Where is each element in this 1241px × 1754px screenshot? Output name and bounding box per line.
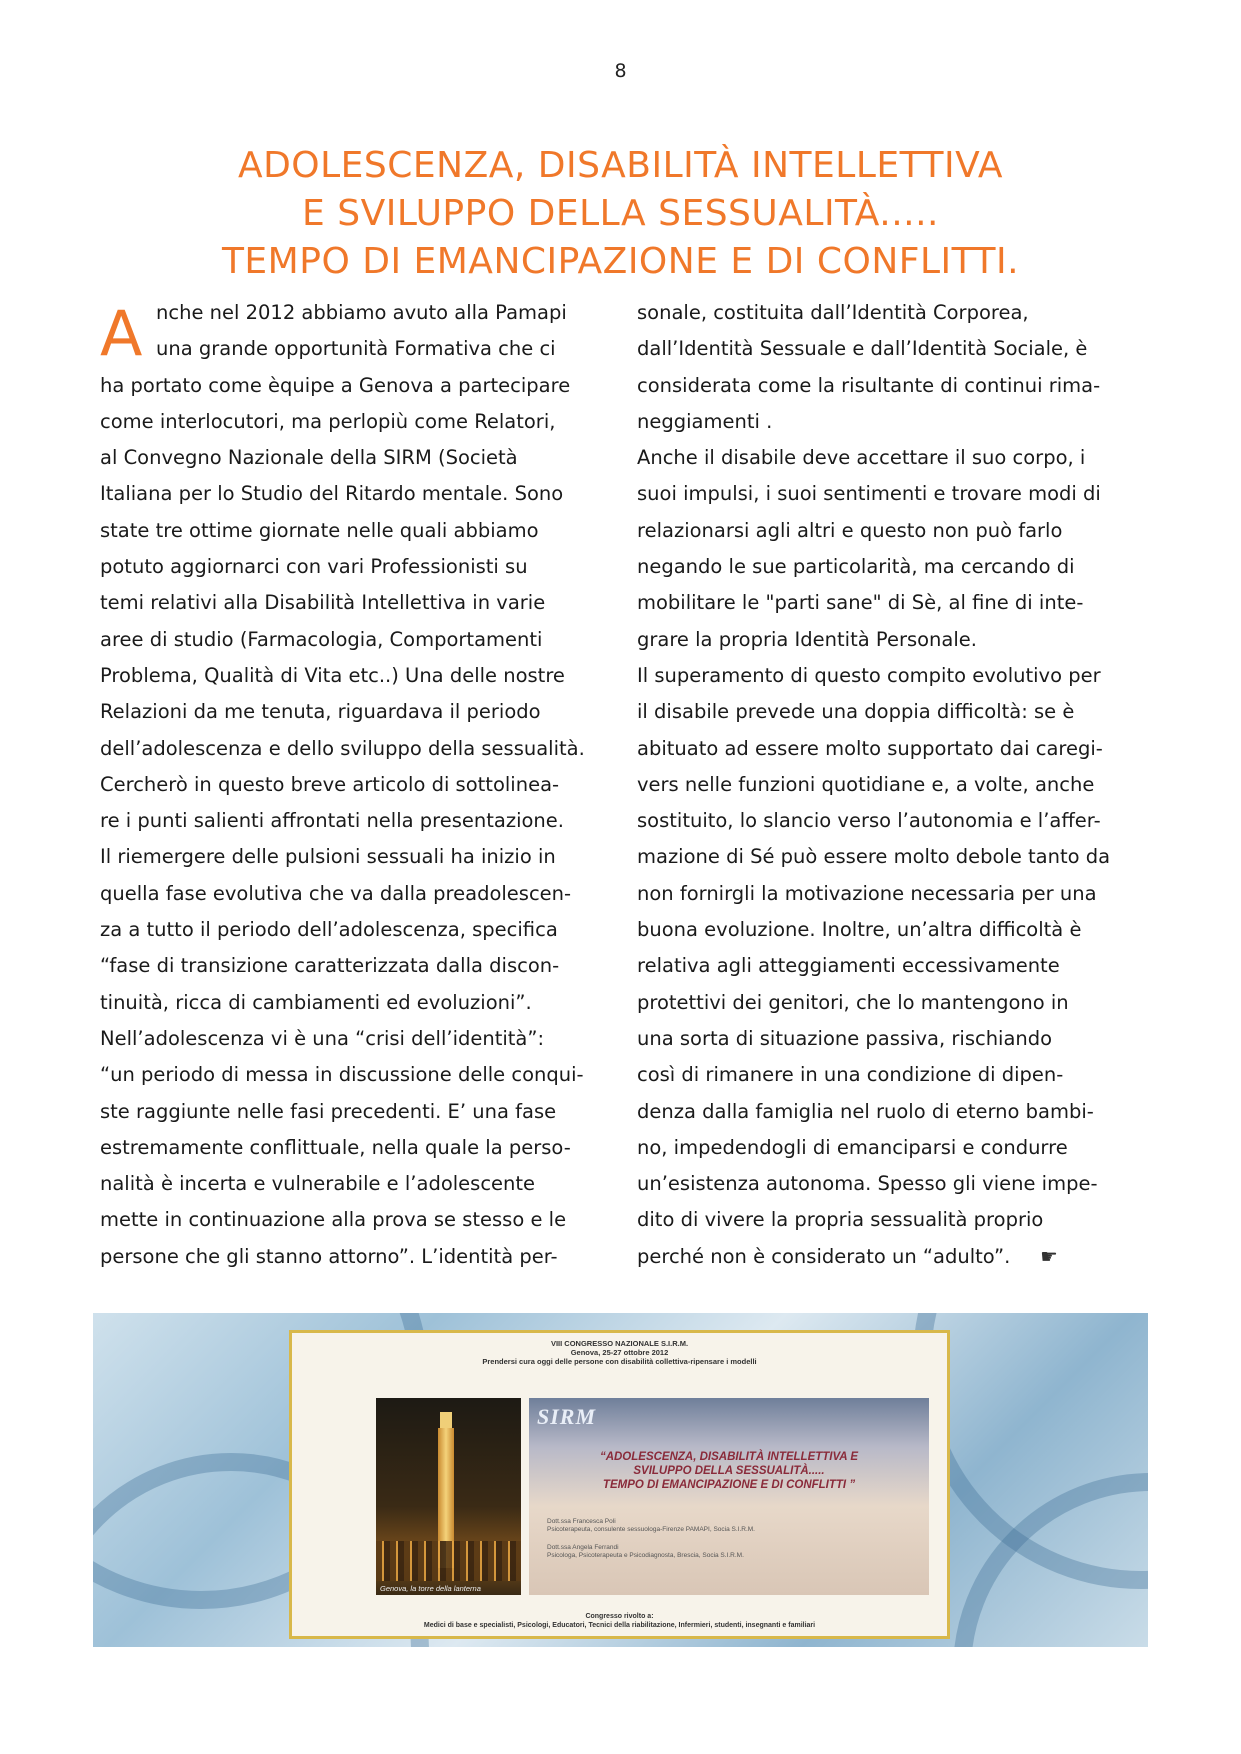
text-line: considerata come la risultante di continui rima- <box>637 373 1101 397</box>
text-line: il disabile prevede una doppia difficoltà: se è <box>637 700 1075 724</box>
text-line: così di rimanere in una condizione di dipen- <box>637 1063 1064 1087</box>
text-line: una sorta di situazione passiva, rischiando <box>637 1026 1053 1050</box>
text-line: un’esistenza autonoma. Spesso gli viene impe- <box>637 1172 1098 1196</box>
text-line: state tre ottime giornate nelle quali abbiamo <box>100 518 539 542</box>
poster-header <box>292 1339 947 1366</box>
text-line: relativa agli atteggiamenti eccessivamente <box>637 954 1060 978</box>
text-line: nche nel 2012 abbiamo avuto alla Pamapi <box>156 301 567 324</box>
text-line: persone che gli stanno attorno”. L’identità per- <box>100 1244 558 1268</box>
text-line: Anche il disabile deve accettare il suo corpo, i <box>637 446 1086 470</box>
article-title <box>100 142 1141 286</box>
poster-title-line-1: “ADOLESCENZA, DISABILITÀ INTELLETTIVA E <box>599 1451 859 1463</box>
author-2-role: Psicologa, Psicoterapeuta e Psicodiagnosta, Brescia, Socia S.I.R.M. <box>547 1552 744 1559</box>
author-1-name: Dott.ssa Francesca Poli <box>547 1518 616 1525</box>
text-line: ste raggiunte nelle fasi precedenti. E’ una fase <box>100 1099 557 1123</box>
text-line: quella fase evolutiva che va dalla preadolescen- <box>100 881 572 905</box>
text-line: “fase di transizione caratterizzata dalla discon- <box>100 954 560 978</box>
poster-author-1 <box>547 1518 755 1534</box>
author-2-name: Dott.ssa Angela Ferrandi <box>547 1544 619 1551</box>
conference-banner-image <box>93 1313 1148 1647</box>
article-column-left <box>100 295 620 1275</box>
text-line: Il superamento di questo compito evolutivo per <box>637 663 1101 687</box>
text-line: protettivi dei genitori, che lo mantengono in <box>637 990 1069 1014</box>
title-line-2: E SVILUPPO DELLA SESSUALITÀ..... <box>302 193 939 234</box>
text-line: non fornirgli la motivazione necessaria per una <box>637 881 1097 905</box>
text-line: mobilitare le "parti sane" di Sè, al fine di inte- <box>637 591 1084 615</box>
sirm-logo: SIRM <box>537 1404 597 1429</box>
text-line: Relazioni da me tenuta, riguardava il periodo <box>100 700 541 724</box>
text-line: Nell’adolescenza vi è una “crisi dell’identità”: <box>100 1026 545 1050</box>
text-line: al Convegno Nazionale della SIRM (Società <box>100 446 518 470</box>
article-column-right <box>637 295 1167 1275</box>
text-line: Italiana per lo Studio del Ritardo mentale. Sono <box>100 482 564 506</box>
text-line: vers nelle funzioni quotidiane e, a volte, anche <box>637 772 1095 796</box>
poster-foot-line-1: Congresso rivolto a: <box>585 1613 654 1620</box>
author-1-role: Psicoterapeuta, consulente sessuologa-Firenze PAMAPI, Socia S.I.R.M. <box>547 1526 755 1533</box>
photo-caption: Genova, la torre della lanterna <box>380 1584 481 1593</box>
text-line: abituato ad essere molto supportato dai caregi- <box>637 736 1103 760</box>
text-line: dall’Identità Sessuale e dall’Identità Sociale, è <box>637 337 1088 361</box>
text-line: re i punti salienti affrontati nella presentazione. <box>100 809 564 833</box>
text-line: potuto aggiornarci con vari Professionisti su <box>100 555 528 579</box>
text-line: Cercherò in questo breve articolo di sottolinea- <box>100 772 560 796</box>
text-line: dell’adolescenza e dello sviluppo della sessualità. <box>100 736 585 760</box>
text-line: mazione di Sé può essere molto debole tanto da <box>637 845 1111 869</box>
text-line: no, impedendogli di emanciparsi e condurre <box>637 1135 1068 1159</box>
text-line: come interlocutori, ma perlopiù come Relatori, <box>100 409 556 433</box>
poster-panel <box>529 1398 929 1595</box>
poster-head-line-3: Prendersi cura oggi delle persone con disabilità collettiva-ripensare i modelli <box>482 1357 757 1366</box>
text-line: tinuità, ricca di cambiamenti ed evoluzioni”. <box>100 990 532 1014</box>
lighthouse-photo <box>376 1398 521 1595</box>
text-line: buona evoluzione. Inoltre, un’altra difficoltà è <box>637 918 1082 942</box>
text-line: denza dalla famiglia nel ruolo di eterno bambi- <box>637 1099 1094 1123</box>
title-line-3: TEMPO DI EMANCIPAZIONE E DI CONFLITTI. <box>221 241 1020 282</box>
poster-title <box>539 1450 919 1492</box>
text-line: Il riemergere delle pulsioni sessuali ha inizio in <box>100 845 556 869</box>
text-line: temi relativi alla Disabilità Intellettiva in varie <box>100 591 546 615</box>
text-line: perché non è considerato un “adulto”. ☛ <box>637 1244 1058 1268</box>
text-line: estremamente conflittuale, nella quale la perso- <box>100 1135 571 1159</box>
text-line: grare la propria Identità Personale. <box>637 627 977 651</box>
text-line: una grande opportunità Formativa che ci <box>156 337 556 361</box>
title-line-1: ADOLESCENZA, DISABILITÀ INTELLETTIVA <box>237 145 1004 186</box>
text-line: Problema, Qualità di Vita etc..) Una delle nostre <box>100 663 565 687</box>
text-line: relazionarsi agli altri e questo non può farlo <box>637 518 1063 542</box>
text-line: dito di vivere la propria sessualità proprio <box>637 1208 1044 1232</box>
page-number: 8 <box>614 60 627 82</box>
text-line: negando le sue particolarità, ma cercando di <box>637 555 1075 579</box>
text-line: sonale, costituita dall’Identità Corporea, <box>637 301 1029 324</box>
text-line: neggiamenti . <box>637 409 773 433</box>
text-line: mette in continuazione alla prova se stesso e le <box>100 1208 567 1232</box>
conference-poster <box>289 1330 950 1639</box>
text-line: nalità è incerta e vulnerabile e l’adolescente <box>100 1172 536 1196</box>
poster-head-line-2: Genova, 25-27 ottobre 2012 <box>570 1348 669 1357</box>
drop-cap: A <box>100 297 143 370</box>
text-line: suoi impulsi, i suoi sentimenti e trovare modi di <box>637 482 1101 506</box>
poster-footer <box>292 1612 947 1630</box>
poster-head-line-1: VIII CONGRESSO NAZIONALE S.I.R.M. <box>550 1339 689 1348</box>
text-line: “un periodo di messa in discussione delle conqui- <box>100 1063 584 1087</box>
poster-author-2 <box>547 1544 744 1560</box>
poster-foot-line-2: Medici di base e specialisti, Psicologi, Educatori, Tecnici della riabilitazione, Infermieri, studenti, insegnanti e familiari <box>423 1622 816 1629</box>
text-line: ha portato come èquipe a Genova a partecipare <box>100 373 571 397</box>
text-line: sostituito, lo slancio verso l’autonomia e l’affer- <box>637 809 1101 833</box>
pointing-hand-icon: ☛ <box>1040 1244 1058 1268</box>
poster-title-line-3: TEMPO DI EMANCIPAZIONE E DI CONFLITTI ” <box>602 1479 856 1491</box>
text-line: za a tutto il periodo dell’adolescenza, specifica <box>100 918 558 942</box>
text-line: aree di studio (Farmacologia, Comportamenti <box>100 627 543 651</box>
poster-title-line-2: SVILUPPO DELLA SESSUALITÀ..... <box>633 1465 825 1477</box>
